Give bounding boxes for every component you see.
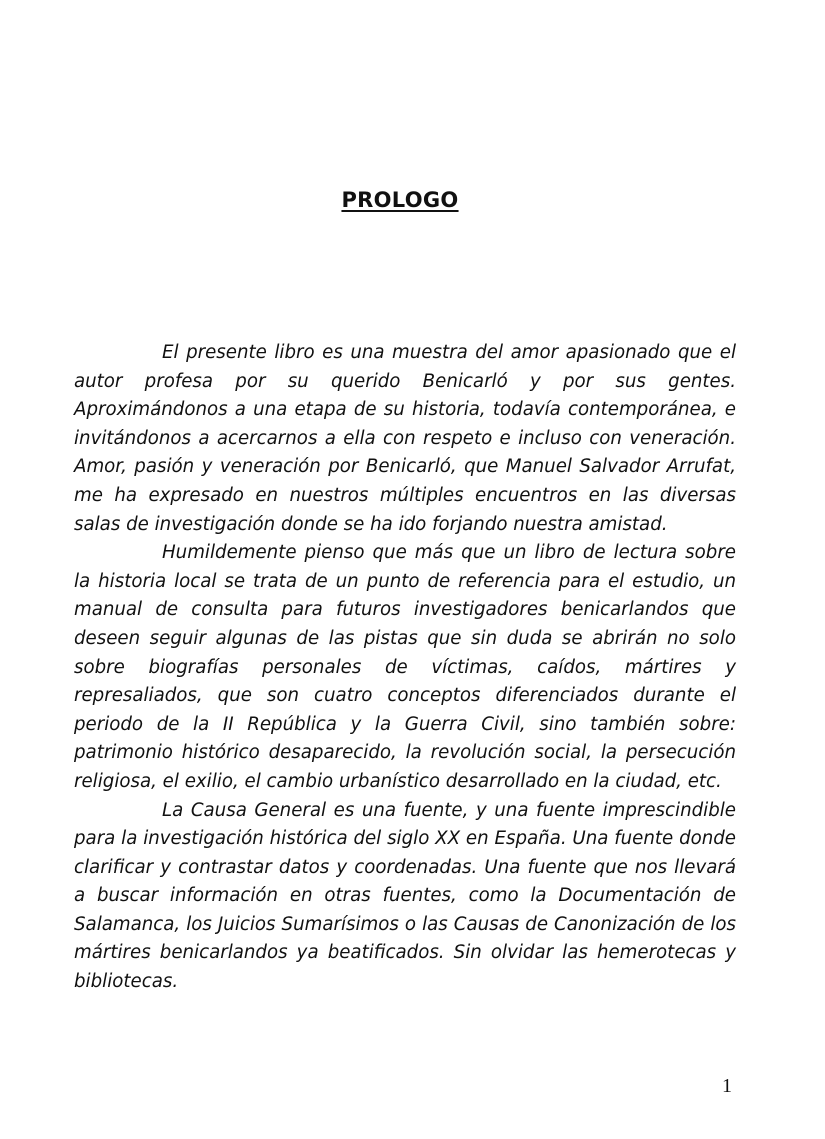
paragraph-3: La Causa General es una fuente, y una fuente imprescindible para la investigación histórica del siglo XX en España. Una fuente donde clarificar y contrastar datos y coordenadas. Una fuente que nos llevará a buscar información en otras fuentes, como la Documentación de Salamanca, los Juicios Sumarísimos o las Causas de Canonización de los mártires benicarlandos ya beatificados. Sin olvidar las hemerotecas y bibliotecas. — [74, 799, 736, 993]
page-number: 1 — [722, 1075, 732, 1097]
paragraph-2: Humildemente pienso que más que un libro de lectura sobre la historia local se trata de un punto de referencia para el estudio, un manual de consulta para futuros investigadores benicarlandos que deseen seguir algunas de las pistas que sin duda se abrirán no solo sobre biografías personales de víctimas, caídos, mártires y represaliados, que son cuatro conceptos diferenciados durante el periodo de la II República y la Guerra Civil, sino también sobre: patrimonio histórico desaparecido, la revolución social, la persecución religiosa, el exilio, el cambio urbanístico desarrollado en la ciudad, etc. — [74, 542, 736, 792]
paragraph-1: El presente libro es una muestra del amor apasionado que el autor profesa por su querido Benicarló y por sus gentes. Aproximándonos a una etapa de su historia, todavía contemporánea, e invitándonos a acercarnos a ella con respeto e incluso con veneración. Amor, pasión y veneración por Benicarló, que Manuel Salvador Arrufat, me ha expresado en nuestros múltiples encuentros en las diversas salas de investigación donde se ha ido forjando nuestra amistad. — [74, 342, 736, 535]
prologue-body — [74, 339, 736, 997]
page-title: PROLOGO — [341, 188, 459, 212]
